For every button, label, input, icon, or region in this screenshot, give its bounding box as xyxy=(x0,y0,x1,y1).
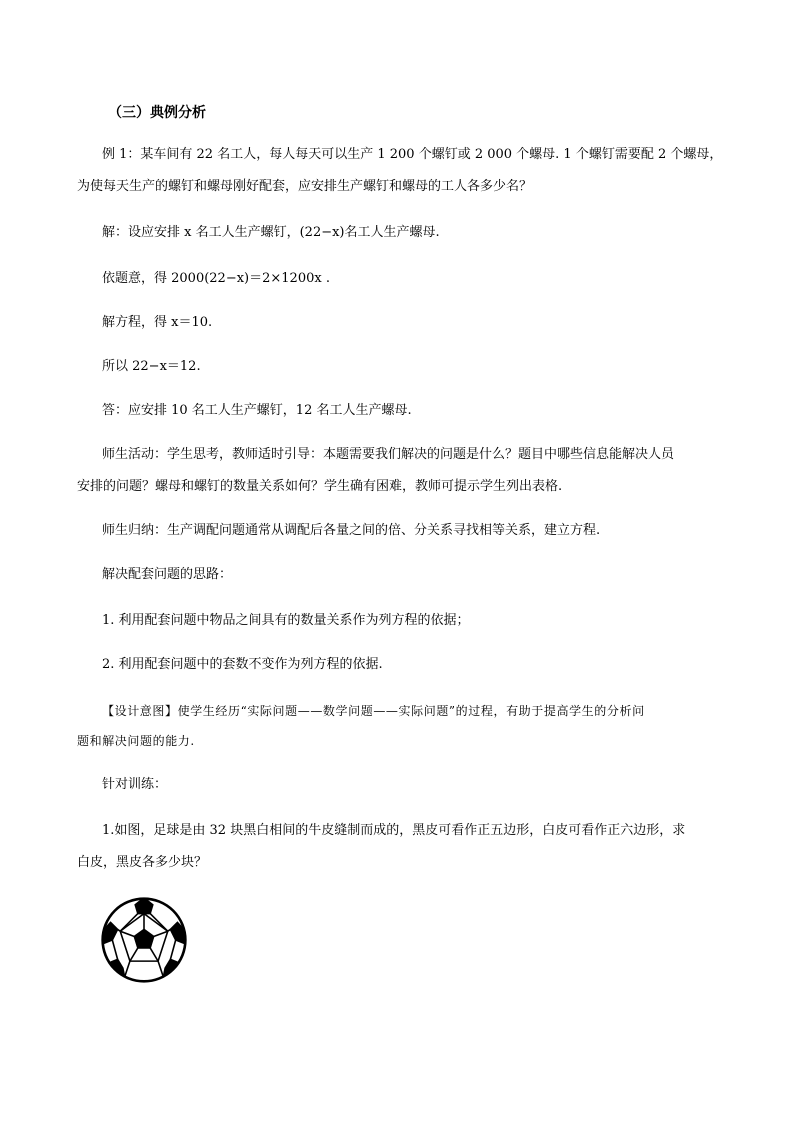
practice-line-2: 白皮，黑皮各多少块？ xyxy=(77,855,208,870)
practice-line-1: 1.如图，足球是由 32 块黑白相间的牛皮缝制而成的，黑皮可看作正五边形，白皮可看作正六边形，求 xyxy=(102,823,686,838)
practice-title: 针对训练： xyxy=(102,777,168,792)
approach-item-2: 2. 利用配套问题中的套数不变作为列方程的依据. xyxy=(102,657,383,672)
example-line-1: 例 1：某车间有 22 名工人，每人每天可以生产 1 200 个螺钉或 2 000 个螺母. 1 个螺钉需要配 2 个螺母， xyxy=(102,147,723,162)
example-line-2: 为使每天生产的螺钉和螺母刚好配套，应安排生产螺钉和螺母的工人各多少名？ xyxy=(77,179,533,194)
solution-equation: 依题意，得 2000(22−x)＝2×1200x . xyxy=(102,271,330,286)
solution-answer: 答：应安排 10 名工人生产螺钉，12 名工人生产螺母. xyxy=(102,403,412,418)
solution-solve: 解方程，得 x＝10. xyxy=(102,315,213,330)
teacher-summary: 师生归纳：生产调配问题通常从调配后各量之间的倍、分关系寻找相等关系，建立方程. xyxy=(102,523,601,538)
approach-title: 解决配套问题的思路： xyxy=(102,567,233,582)
soccer-ball-icon xyxy=(100,896,188,984)
design-intent-line-2: 题和解决问题的能力. xyxy=(77,734,195,748)
solution-setup: 解：设应安排 x 名工人生产螺钉，(22−x)名工人生产螺母. xyxy=(102,225,440,240)
approach-item-1: 1. 利用配套问题中物品之间具有的数量关系作为列方程的依据； xyxy=(102,613,470,628)
activity-line-2: 安排的问题？螺母和螺钉的数量关系如何？学生确有困难，教师可提示学生列出表格. xyxy=(77,479,563,494)
section-heading: （三）典例分析 xyxy=(108,105,206,121)
design-intent-line-1: 【设计意图】使学生经历“实际问题——数学问题——实际问题”的过程，有助于提高学生的分析问 xyxy=(102,704,645,718)
solution-therefore: 所以 22−x＝12. xyxy=(102,359,201,374)
activity-line-1: 师生活动：学生思考，教师适时引导：本题需要我们解决的问题是什么？题目中哪些信息能解决人员 xyxy=(102,447,675,462)
